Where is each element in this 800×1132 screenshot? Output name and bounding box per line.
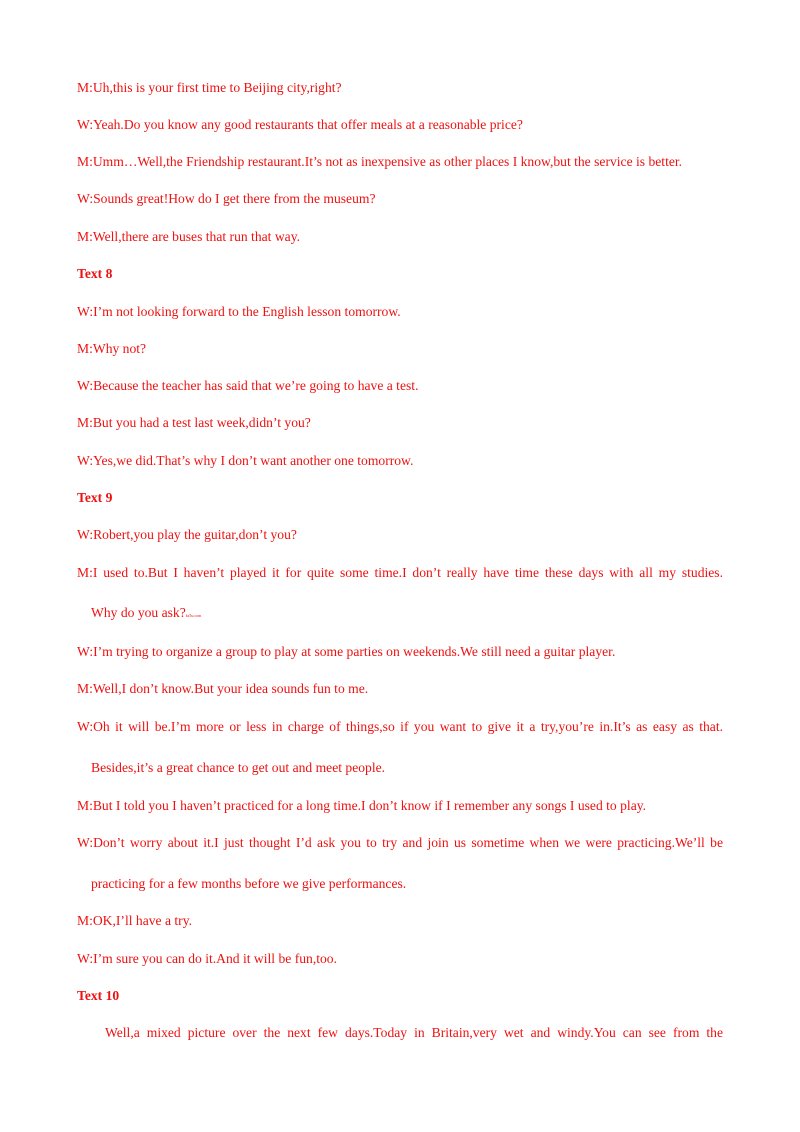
dialogue-line: W:Oh it will be.I’m more or less in charge of things,so if you want to give it a try,you’re in.It’s as easy as that. <box>77 719 723 734</box>
dialogue-line: W:I’m not looking forward to the English lesson tomorrow. <box>77 304 401 319</box>
section-heading: Text 8 <box>77 266 113 281</box>
passage-line: Well,a mixed picture over the next few days.Today in Britain,very wet and windy.You can see from the <box>105 1025 723 1040</box>
dialogue-line: W:Don’t worry about it.I just thought I’d ask you to try and join us sometime when we were practicing.We’ll be <box>77 835 723 850</box>
dialogue-line: M:OK,I’ll have a try. <box>77 913 193 928</box>
dialogue-line: W:Yes,we did.That’s why I don’t want another one tomorrow. <box>77 453 414 468</box>
dialogue-line: M:Why not? <box>77 341 147 356</box>
section-heading: Text 10 <box>77 988 120 1003</box>
dialogue-line: M:But I told you I haven’t practiced for a long time.I don’t know if I remember any songs I used to play. <box>77 798 647 813</box>
dialogue-line: M:I used to.But I haven’t played it for quite some time.I don’t really have time these days with all my studies. <box>77 565 723 580</box>
dialogue-continuation <box>91 605 201 624</box>
dialogue-line: W:I’m sure you can do it.And it will be fun,too. <box>77 951 337 966</box>
dialogue-text: Why do you ask? <box>91 605 186 620</box>
dialogue-line: W:Yeah.Do you know any good restaurants that offer meals at a reasonable price? <box>77 117 523 132</box>
dialogue-continuation: practicing for a few months before we give performances. <box>91 876 407 891</box>
dialogue-line: M:Umm…Well,the Friendship restaurant.It’s not as inexpensive as other places I know,but the service is better. <box>77 154 683 169</box>
dialogue-line: W:Sounds great!How do I get there from the museum? <box>77 191 376 206</box>
dialogue-line: W:Because the teacher has said that we’re going to have a test. <box>77 378 419 393</box>
dialogue-line: W:Robert,you play the guitar,don’t you? <box>77 527 297 542</box>
dialogue-line: M:Well,there are buses that run that way. <box>77 229 301 244</box>
section-heading: Text 9 <box>77 490 113 505</box>
dialogue-line: M:But you had a test last week,didn’t you? <box>77 415 311 430</box>
dialogue-line: M:Well,I don’t know.But your idea sounds fun to me. <box>77 681 369 696</box>
watermark-text: ks5u.com <box>185 613 202 618</box>
dialogue-line: W:I’m trying to organize a group to play at some parties on weekends.We still need a guitar player. <box>77 644 616 659</box>
dialogue-line: M:Uh,this is your first time to Beijing city,right? <box>77 80 342 95</box>
dialogue-continuation: Besides,it’s a great chance to get out and meet people. <box>91 760 386 775</box>
